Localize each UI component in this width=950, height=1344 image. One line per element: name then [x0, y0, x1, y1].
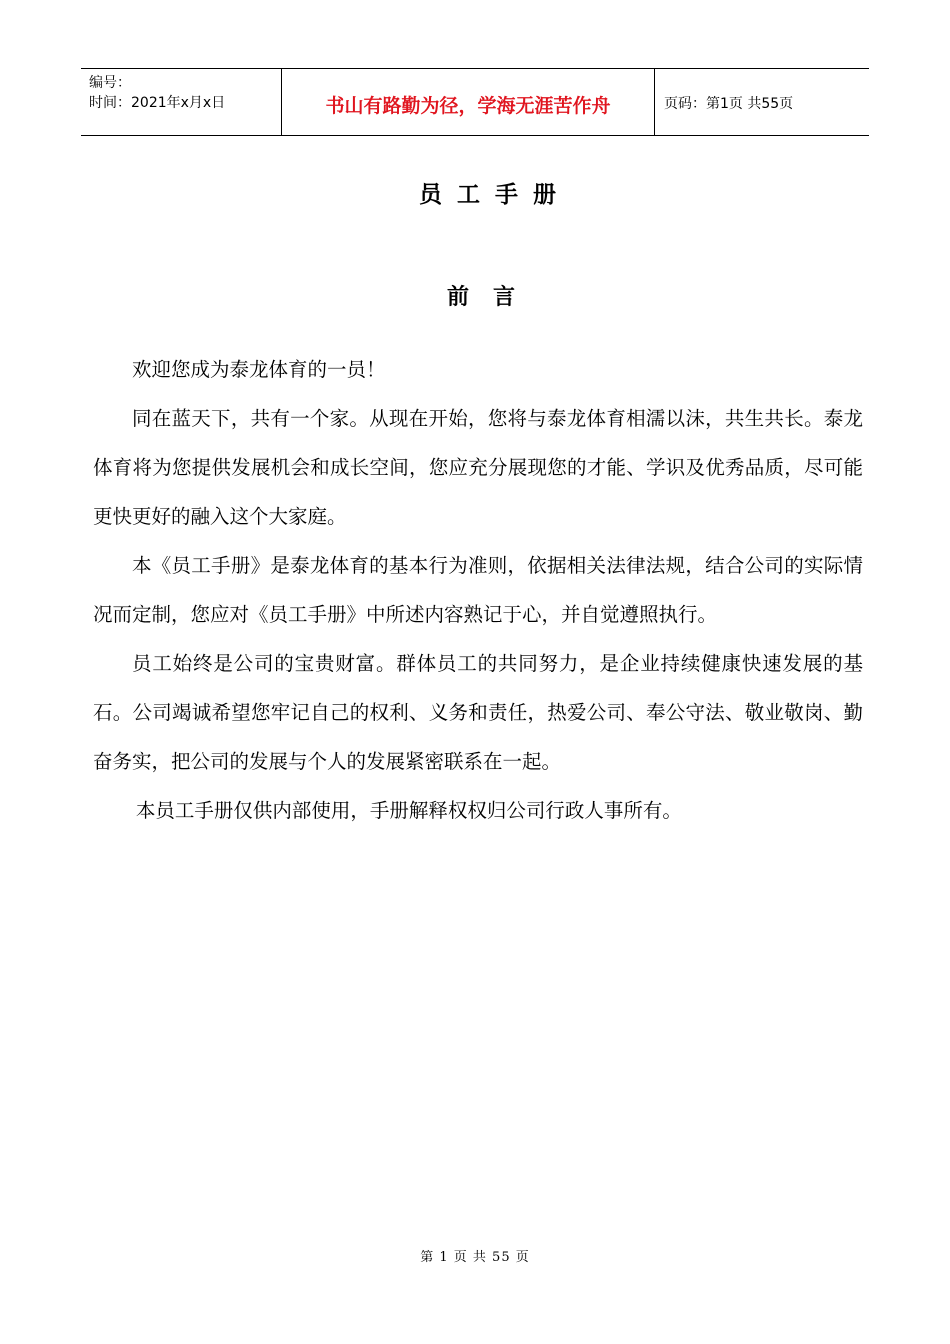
document-header — [81, 68, 869, 136]
section-title: 前言 — [446, 285, 539, 310]
page-footer — [0, 1246, 950, 1265]
header-meta-cell — [81, 69, 282, 135]
header-motto: 书山有路勤为径，学海无涯苦作舟 — [325, 94, 611, 117]
paragraph: 欢迎您成为泰龙体育的一员！ — [132, 358, 386, 381]
paragraph: 本员工手册仅供内部使用，手册解释权权归公司行政人事所有。 — [135, 799, 682, 822]
document-date-label: 时间：2021年x月x日 — [89, 95, 226, 111]
header-motto-cell — [282, 69, 655, 135]
header-page-info: 页码：第1页 共55页 — [664, 96, 794, 112]
document-number-label: 编号： — [89, 75, 131, 91]
footer-page-number: 第 1 页 共 55 页 — [420, 1250, 530, 1265]
header-page-cell — [655, 69, 869, 135]
paragraph: 员工始终是公司的宝贵财富。群体员工的共同努力，是企业持续健康快速发展的基石。公司竭诚希望您牢记自己的权利、义务和责任，热爱公司、奉公守法、敬业敬岗、勤奋务实，把公司的发展与个人的发展紧密联系在一起。 — [93, 652, 863, 773]
paragraph: 同在蓝天下，共有一个家。从现在开始，您将与泰龙体育相濡以沫，共生共长。泰龙体育将为您提供发展机会和成长空间，您应充分展现您的才能、学识及优秀品质，尽可能更快更好的融入这个大家庭。 — [93, 407, 863, 528]
paragraph: 本《员工手册》是泰龙体育的基本行为准则，依据相关法律法规，结合公司的实际情况而定制，您应对《员工手册》中所述内容熟记于心，并自觉遵照执行。 — [93, 554, 863, 626]
document-body — [93, 345, 863, 835]
document-title: 员工手册 — [419, 182, 571, 208]
